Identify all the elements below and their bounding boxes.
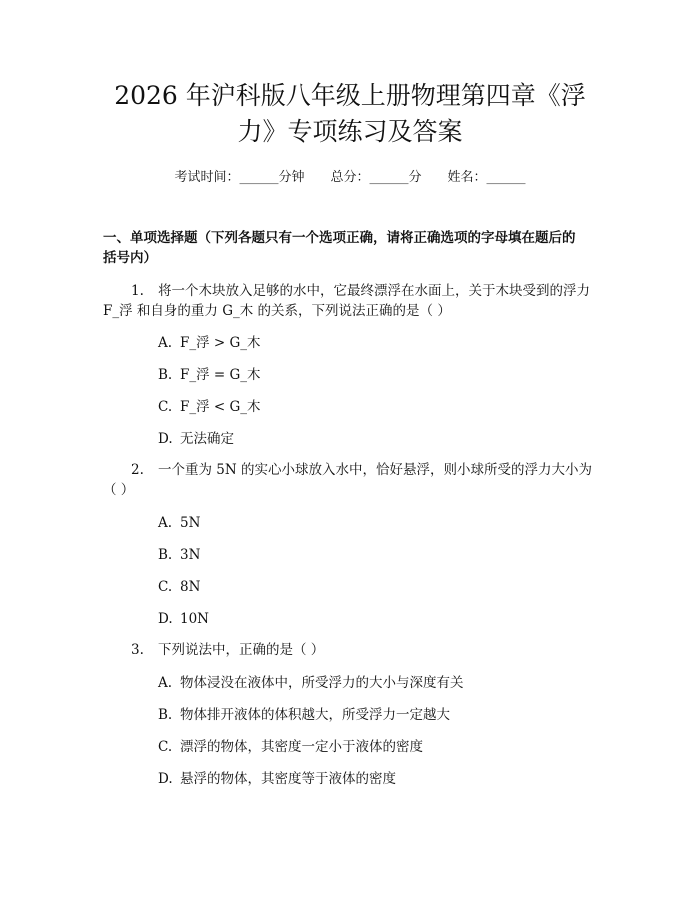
title-line-1: 2026 年沪科版八年级上册物理第四章《浮 xyxy=(114,81,586,110)
option-text: 物体排开液体的体积越大，所受浮力一定越大 xyxy=(180,707,450,723)
question-2-stem xyxy=(103,460,603,500)
option-text: F_浮 = G_木 xyxy=(180,367,261,383)
option-letter: B. xyxy=(158,707,173,723)
question-3-stem xyxy=(103,640,603,660)
option-letter: A. xyxy=(158,335,173,351)
option-text: 8N xyxy=(180,579,201,595)
question-number: 2. xyxy=(131,462,144,478)
option-letter: C. xyxy=(158,399,173,415)
option-text: 3N xyxy=(180,547,201,563)
section-heading xyxy=(103,228,603,268)
question-number: 3. xyxy=(131,642,144,658)
question-3-option-d[interactable] xyxy=(158,770,598,788)
option-text: 无法确定 xyxy=(180,431,234,447)
question-1-option-d[interactable] xyxy=(158,430,598,448)
option-letter: B. xyxy=(158,547,173,563)
section-heading-line-1: 一、单项选择题（下列各题只有一个选项正确，请将正确选项的字母填在题后的 xyxy=(103,230,576,246)
question-1-option-c[interactable] xyxy=(158,398,598,416)
question-1-stem xyxy=(103,281,603,321)
option-text: F_浮 > G_木 xyxy=(180,335,261,351)
question-3-option-c[interactable] xyxy=(158,738,598,756)
exam-meta-line: 考试时间：______分钟 总分：______分 姓名：______ xyxy=(174,170,526,185)
option-text: F_浮 < G_木 xyxy=(180,399,261,415)
question-text: 一个重为 5N 的实心小球放入水中，恰好悬浮，则小球所受的浮力大小为 xyxy=(158,462,592,478)
title-line-2: 力》专项练习及答案 xyxy=(237,117,463,146)
section-heading-line-2: 括号内） xyxy=(103,250,157,266)
question-text: 下列说法中，正确的是（ ） xyxy=(158,642,325,658)
question-1-option-a[interactable] xyxy=(158,334,598,352)
option-letter: B. xyxy=(158,367,173,383)
option-text: 5N xyxy=(180,515,201,531)
option-letter: A. xyxy=(158,675,173,691)
option-text: 10N xyxy=(180,611,209,627)
question-3-option-b[interactable] xyxy=(158,706,598,724)
question-text-continued: F_浮 和自身的重力 G_木 的关系，下列说法正确的是（ ） xyxy=(103,303,451,319)
question-number: 1. xyxy=(131,283,144,299)
option-letter: D. xyxy=(158,431,173,447)
option-letter: C. xyxy=(158,579,173,595)
option-letter: C. xyxy=(158,739,173,755)
question-text: 将一个木块放入足够的水中，它最终漂浮在水面上，关于木块受到的浮力 xyxy=(158,283,590,299)
option-text: 漂浮的物体，其密度一定小于液体的密度 xyxy=(180,739,423,755)
option-letter: D. xyxy=(158,771,173,787)
option-text: 悬浮的物体，其密度等于液体的密度 xyxy=(180,771,396,787)
question-2-option-a[interactable] xyxy=(158,514,598,532)
option-letter: A. xyxy=(158,515,173,531)
question-2-option-b[interactable] xyxy=(158,546,598,564)
question-3-option-a[interactable] xyxy=(158,674,598,692)
page-title xyxy=(60,78,640,150)
question-text-continued: （ ） xyxy=(103,482,135,498)
question-2-option-d[interactable] xyxy=(158,610,598,628)
option-text: 物体浸没在液体中，所受浮力的大小与深度有关 xyxy=(180,675,464,691)
question-1-option-b[interactable] xyxy=(158,366,598,384)
option-letter: D. xyxy=(158,611,173,627)
question-2-option-c[interactable] xyxy=(158,578,598,596)
